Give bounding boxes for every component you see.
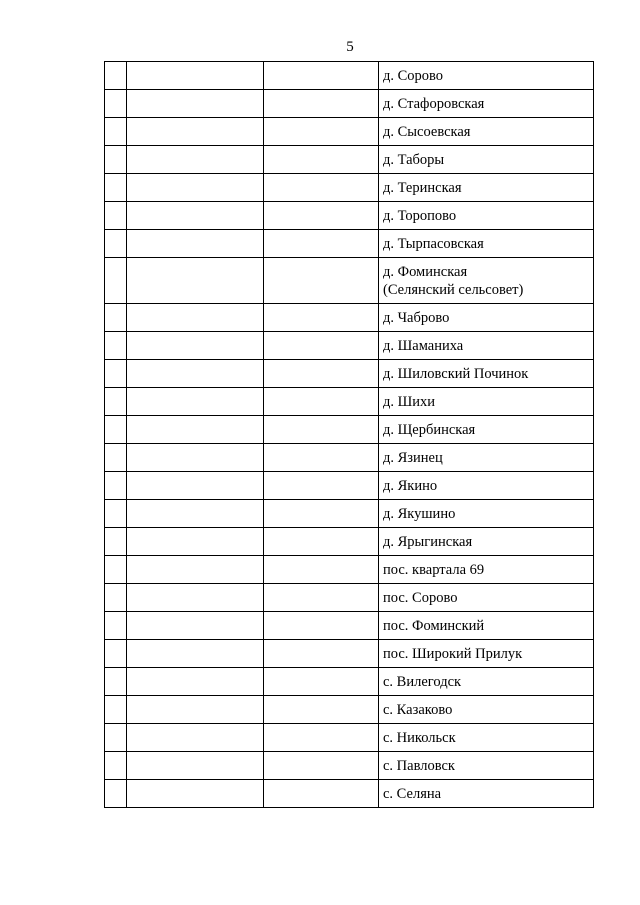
table-row [105,556,594,584]
district-cell [127,472,264,500]
district-cell [127,444,264,472]
row-number-cell [105,174,127,202]
district-cell [127,528,264,556]
settlement-name: д. Чаброво [383,309,450,326]
settlement-name-cell [379,780,594,808]
settlement-name-cell [379,500,594,528]
settlement-type-cell [264,472,379,500]
district-cell [127,62,264,90]
district-cell [127,780,264,808]
settlement-name-cell [379,584,594,612]
settlement-name-cell [379,304,594,332]
settlement-name-cell [379,388,594,416]
settlement-name: д. Теринская [383,179,462,196]
table-row [105,90,594,118]
row-number-cell [105,146,127,174]
district-cell [127,388,264,416]
row-number-cell [105,752,127,780]
district-cell [127,146,264,174]
settlement-type-cell [264,752,379,780]
settlement-type-cell [264,90,379,118]
settlement-type-cell [264,202,379,230]
row-number-cell [105,640,127,668]
district-cell [127,90,264,118]
settlement-name-cell [379,90,594,118]
settlements-table [104,61,594,808]
settlement-type-cell [264,500,379,528]
settlement-name: пос. Фоминский [383,617,485,634]
settlement-type-cell [264,724,379,752]
table-row [105,584,594,612]
settlement-name: д. Ярыгинская [383,533,473,550]
district-cell [127,640,264,668]
settlement-name: пос. Сорово [383,589,458,606]
settlement-name-cell [379,174,594,202]
district-cell [127,500,264,528]
row-number-cell [105,444,127,472]
district-cell [127,202,264,230]
table-row [105,202,594,230]
district-cell [127,584,264,612]
settlement-name: д. Стафоровская [383,95,485,112]
table-row [105,472,594,500]
settlement-type-cell [264,62,379,90]
settlement-name-cell [379,146,594,174]
district-cell [127,556,264,584]
row-number-cell [105,118,127,146]
settlement-name-cell [379,444,594,472]
settlement-type-cell [264,146,379,174]
table-row [105,528,594,556]
settlement-name-cell [379,62,594,90]
settlement-name-cell [379,118,594,146]
table-row [105,258,594,304]
district-cell [127,304,264,332]
row-number-cell [105,388,127,416]
row-number-cell [105,360,127,388]
settlement-type-cell [264,360,379,388]
settlement-name-cell [379,752,594,780]
settlement-name: д. Тырпасовская [383,235,484,252]
settlement-name-cell [379,528,594,556]
settlement-type-cell [264,780,379,808]
settlement-name-cell [379,472,594,500]
row-number-cell [105,230,127,258]
table-row [105,304,594,332]
settlement-name: д. Якино [383,477,438,494]
table-row [105,640,594,668]
table-row [105,230,594,258]
district-cell [127,258,264,304]
row-number-cell [105,472,127,500]
settlement-name: с. Никольск [383,729,456,746]
settlement-name-cell [379,202,594,230]
settlement-name: д. Сысоевская [383,123,471,140]
table-row [105,146,594,174]
table-row [105,388,594,416]
settlement-name: с. Селяна [383,785,442,802]
settlement-name-cell [379,696,594,724]
row-number-cell [105,500,127,528]
settlement-name: д. Торопово [383,207,457,224]
district-cell [127,174,264,202]
settlement-name-cell [379,332,594,360]
settlement-type-cell [264,668,379,696]
district-cell [127,230,264,258]
district-cell [127,752,264,780]
row-number-cell [105,304,127,332]
table-row [105,696,594,724]
row-number-cell [105,90,127,118]
table-row [105,668,594,696]
settlement-type-cell [264,612,379,640]
settlement-type-cell [264,332,379,360]
row-number-cell [105,612,127,640]
settlement-name-cell [379,724,594,752]
settlement-name: с. Павловск [383,757,455,774]
settlement-type-cell [264,696,379,724]
district-cell [127,668,264,696]
row-number-cell [105,62,127,90]
row-number-cell [105,416,127,444]
table-row [105,724,594,752]
table-row [105,612,594,640]
district-cell [127,696,264,724]
row-number-cell [105,724,127,752]
row-number-cell [105,332,127,360]
row-number-cell [105,202,127,230]
row-number-cell [105,584,127,612]
settlement-type-cell [264,174,379,202]
settlement-name: пос. квартала 69 [383,561,485,578]
settlement-name-cell [379,258,594,304]
district-cell [127,416,264,444]
settlement-type-cell [264,118,379,146]
settlement-name: д. Шаманиха [383,337,464,354]
settlement-name-cell [379,416,594,444]
settlement-name: д. Шиловский Починок [383,365,529,382]
district-cell [127,118,264,146]
table-row [105,118,594,146]
table-row [105,174,594,202]
settlement-name: д. Фоминская (Селянский сельсовет) [383,263,524,298]
settlement-name-cell [379,612,594,640]
settlement-type-cell [264,416,379,444]
settlement-type-cell [264,230,379,258]
settlement-type-cell [264,556,379,584]
table-row [105,500,594,528]
settlement-name-cell [379,230,594,258]
table-row [105,752,594,780]
row-number-cell [105,258,127,304]
district-cell [127,612,264,640]
settlement-name: д. Якушино [383,505,456,522]
page-number: 5 [346,39,354,55]
table-row [105,444,594,472]
row-number-cell [105,668,127,696]
settlements-table-body [105,62,594,808]
settlement-name: д. Сорово [383,67,444,84]
row-number-cell [105,528,127,556]
district-cell [127,360,264,388]
settlement-name: пос. Широкий Прилук [383,645,523,662]
settlement-name: с. Вилегодск [383,673,462,690]
district-cell [127,724,264,752]
settlement-name: д. Шихи [383,393,436,410]
settlement-name: д. Щербинская [383,421,476,438]
settlement-type-cell [264,528,379,556]
settlement-name-cell [379,640,594,668]
district-cell [127,332,264,360]
table-row [105,416,594,444]
settlement-type-cell [264,444,379,472]
settlement-name: д. Язинец [383,449,443,466]
table-row [105,62,594,90]
table-row [105,360,594,388]
settlement-name-cell [379,360,594,388]
settlement-name-cell [379,668,594,696]
table-row [105,332,594,360]
settlement-type-cell [264,304,379,332]
settlement-type-cell [264,388,379,416]
row-number-cell [105,780,127,808]
row-number-cell [105,556,127,584]
settlement-name-cell [379,556,594,584]
table-row [105,780,594,808]
settlement-type-cell [264,584,379,612]
row-number-cell [105,696,127,724]
settlement-name: с. Казаково [383,701,453,718]
settlement-name: д. Таборы [383,151,445,168]
settlement-type-cell [264,258,379,304]
settlement-type-cell [264,640,379,668]
